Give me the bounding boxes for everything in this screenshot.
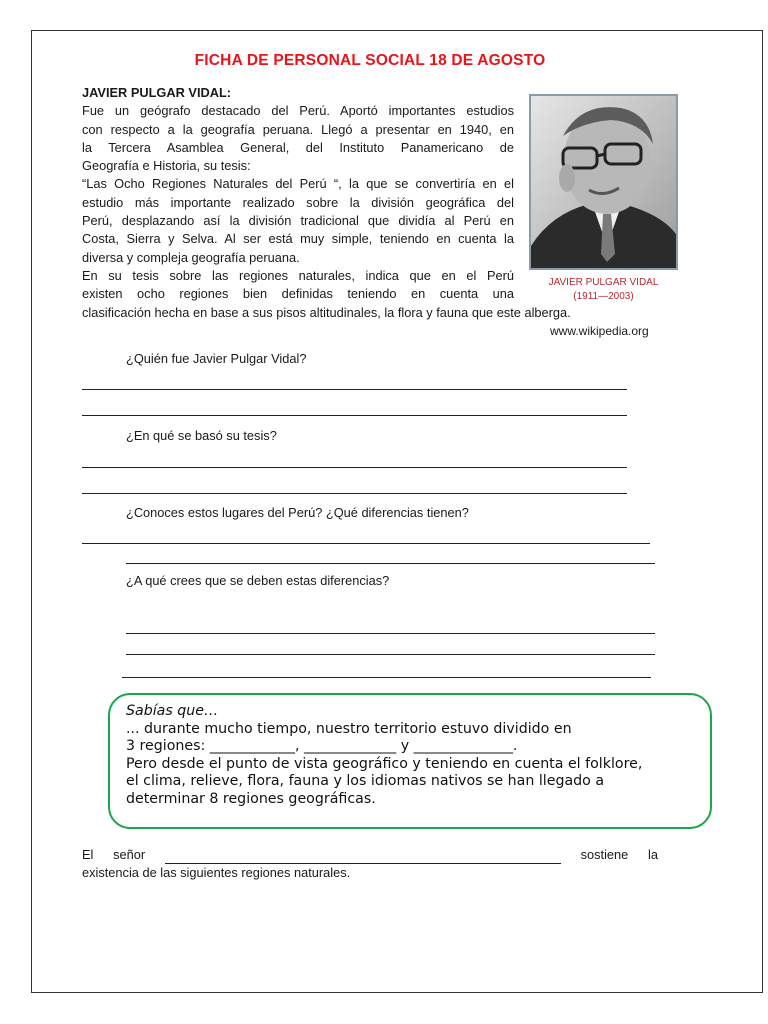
sabias-line: determinar 8 regiones geográficas. xyxy=(126,790,376,807)
intro-line: Fue un geógrafo destacado del Perú. Aportó importantes estudios xyxy=(82,103,514,119)
portrait-caption xyxy=(529,276,678,304)
intro-line: diversa y compleja geografía peruana. xyxy=(82,249,300,265)
answer-line[interactable] xyxy=(126,654,655,655)
caption-name: JAVIER PULGAR VIDAL xyxy=(548,277,659,288)
bottom-word: la xyxy=(648,847,658,862)
answer-line[interactable] xyxy=(82,543,650,544)
worksheet-title: FICHA DE PERSONAL SOCIAL 18 DE AGOSTO xyxy=(194,52,546,69)
intro-line: existen ocho regiones bien definidas teniendo en cuenta una xyxy=(82,286,514,302)
intro-last-line: clasificación hecha en base a sus pisos altitudinales, la flora y fauna que este alberga. xyxy=(82,305,571,320)
intro-line: la Tercera Asamblea General, del Instituto Panamericano de xyxy=(82,139,514,155)
answer-line[interactable] xyxy=(82,389,627,390)
answer-line[interactable] xyxy=(126,563,655,564)
name-blank[interactable] xyxy=(165,851,561,864)
answer-line[interactable] xyxy=(82,467,627,468)
intro-heading: JAVIER PULGAR VIDAL: xyxy=(82,85,232,100)
answer-line[interactable] xyxy=(82,493,627,494)
sabias-blanks-line[interactable]: 3 regiones: ____________, _____________ y ______________. xyxy=(126,738,518,755)
intro-line: estudio más importante realizado sobre la división geográfica del xyxy=(82,194,514,210)
portrait-image xyxy=(531,96,676,268)
source-credit: www.wikipedia.org xyxy=(550,324,649,338)
sabias-line: Pero desde el punto de vista geográfico y teniendo en cuenta el folklore, xyxy=(126,755,643,772)
question-2: ¿En qué se basó su tesis? xyxy=(126,428,277,443)
intro-paragraph xyxy=(82,84,514,304)
question-3: ¿Conoces estos lugares del Perú? ¿Qué diferencias tienen? xyxy=(126,505,469,520)
sabias-line: el clima, relieve, flora, fauna y los idiomas nativos se han llegado a xyxy=(126,773,605,790)
intro-line: Perú, desplazando así la división tradicional que dividía al Perú en xyxy=(82,213,514,229)
bottom-statement xyxy=(82,846,658,882)
question-4: ¿A qué crees que se deben estas diferencias? xyxy=(126,573,390,588)
intro-line: con respecto a la geografía peruana. Llegó a presentar en 1940, en xyxy=(82,121,514,137)
bottom-word: El xyxy=(82,847,94,862)
caption-years: (1911—2003) xyxy=(573,291,634,302)
intro-line: Costa, Sierra y Selva. Al ser está muy simple, teniendo en cuenta la xyxy=(82,231,514,247)
answer-line[interactable] xyxy=(126,633,655,634)
portrait-photo xyxy=(529,94,678,270)
intro-line: “Las Ocho Regiones Naturales del Perú “, la que se convertiría en el xyxy=(82,176,514,192)
question-1: ¿Quién fue Javier Pulgar Vidal? xyxy=(126,351,307,366)
bottom-word: sostiene xyxy=(580,847,629,862)
intro-line: Geografía e Historia, su tesis: xyxy=(82,158,251,174)
sabias-line: ... durante mucho tiempo, nuestro territorio estuvo dividido en xyxy=(126,720,572,737)
bottom-word: señor xyxy=(113,847,146,862)
answer-line[interactable] xyxy=(122,677,651,678)
bottom-line-2: existencia de las siguientes regiones naturales. xyxy=(82,865,351,880)
intro-line: En su tesis sobre las regiones naturales, indica que en el Perú xyxy=(82,267,514,283)
sabias-que-heading: Sabías que… xyxy=(126,703,219,719)
answer-line[interactable] xyxy=(82,415,627,416)
bottom-row xyxy=(82,846,658,864)
sabias-que-text xyxy=(126,703,706,809)
